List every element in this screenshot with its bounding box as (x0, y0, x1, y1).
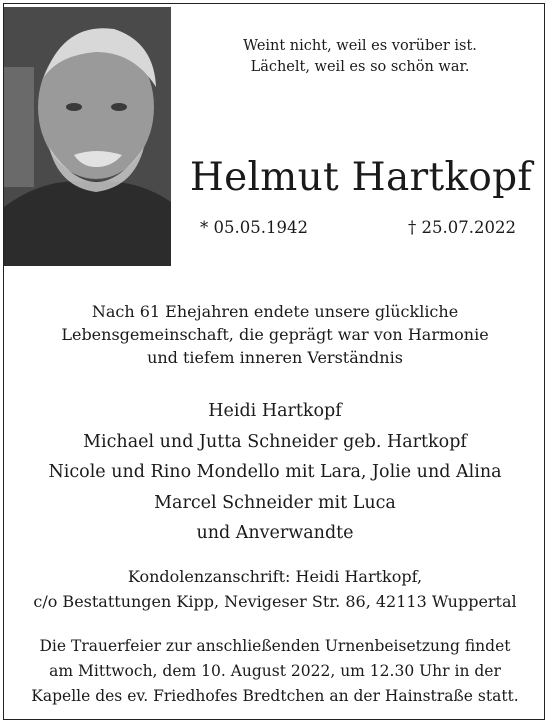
family-member: Marcel Schneider mit Luca (154, 492, 396, 513)
birth-date: * 05.05.1942 (200, 218, 308, 237)
family-member: und Anverwandte (196, 523, 354, 543)
intro-line: Nach 61 Ehejahren endete unsere glückliche (91, 302, 459, 321)
deceased-name: Helmut Hartkopf (189, 155, 533, 200)
intro-text (0, 300, 550, 369)
family-member: Heidi Hartkopf (208, 401, 342, 421)
service-line: am Mittwoch, dem 10. August 2022, um 12.30 Uhr in der (49, 662, 501, 680)
family-member: Michael und Jutta Schneider geb. Hartkopf (83, 431, 467, 452)
intro-line: und tiefem inneren Verständnis (147, 348, 403, 367)
family-member: Nicole und Rino Mondello mit Lara, Jolie und Alina (48, 462, 502, 482)
service-info (0, 634, 550, 709)
intro-line: Lebensgemeinschaft, die geprägt war von Harmonie (61, 325, 489, 344)
portrait-photo (4, 7, 171, 266)
service-line: Kapelle des ev. Friedhofes Bredtchen an der Hainstraße statt. (31, 687, 519, 705)
condolence-address (0, 564, 550, 614)
memorial-quote (180, 36, 540, 78)
death-date: † 25.07.2022 (408, 218, 516, 237)
condolence-line: c/o Bestattungen Kipp, Nevigeser Str. 86, 42113 Wuppertal (33, 592, 517, 611)
quote-line: Lächelt, weil es so schön war. (250, 59, 470, 75)
quote-line: Weint nicht, weil es vorüber ist. (243, 38, 477, 54)
portrait-illustration (4, 7, 171, 266)
service-line: Die Trauerfeier zur anschließenden Urnenbeisetzung findet (39, 637, 511, 655)
condolence-line: Kondolenzanschrift: Heidi Hartkopf, (127, 567, 423, 586)
family-list (0, 396, 550, 549)
